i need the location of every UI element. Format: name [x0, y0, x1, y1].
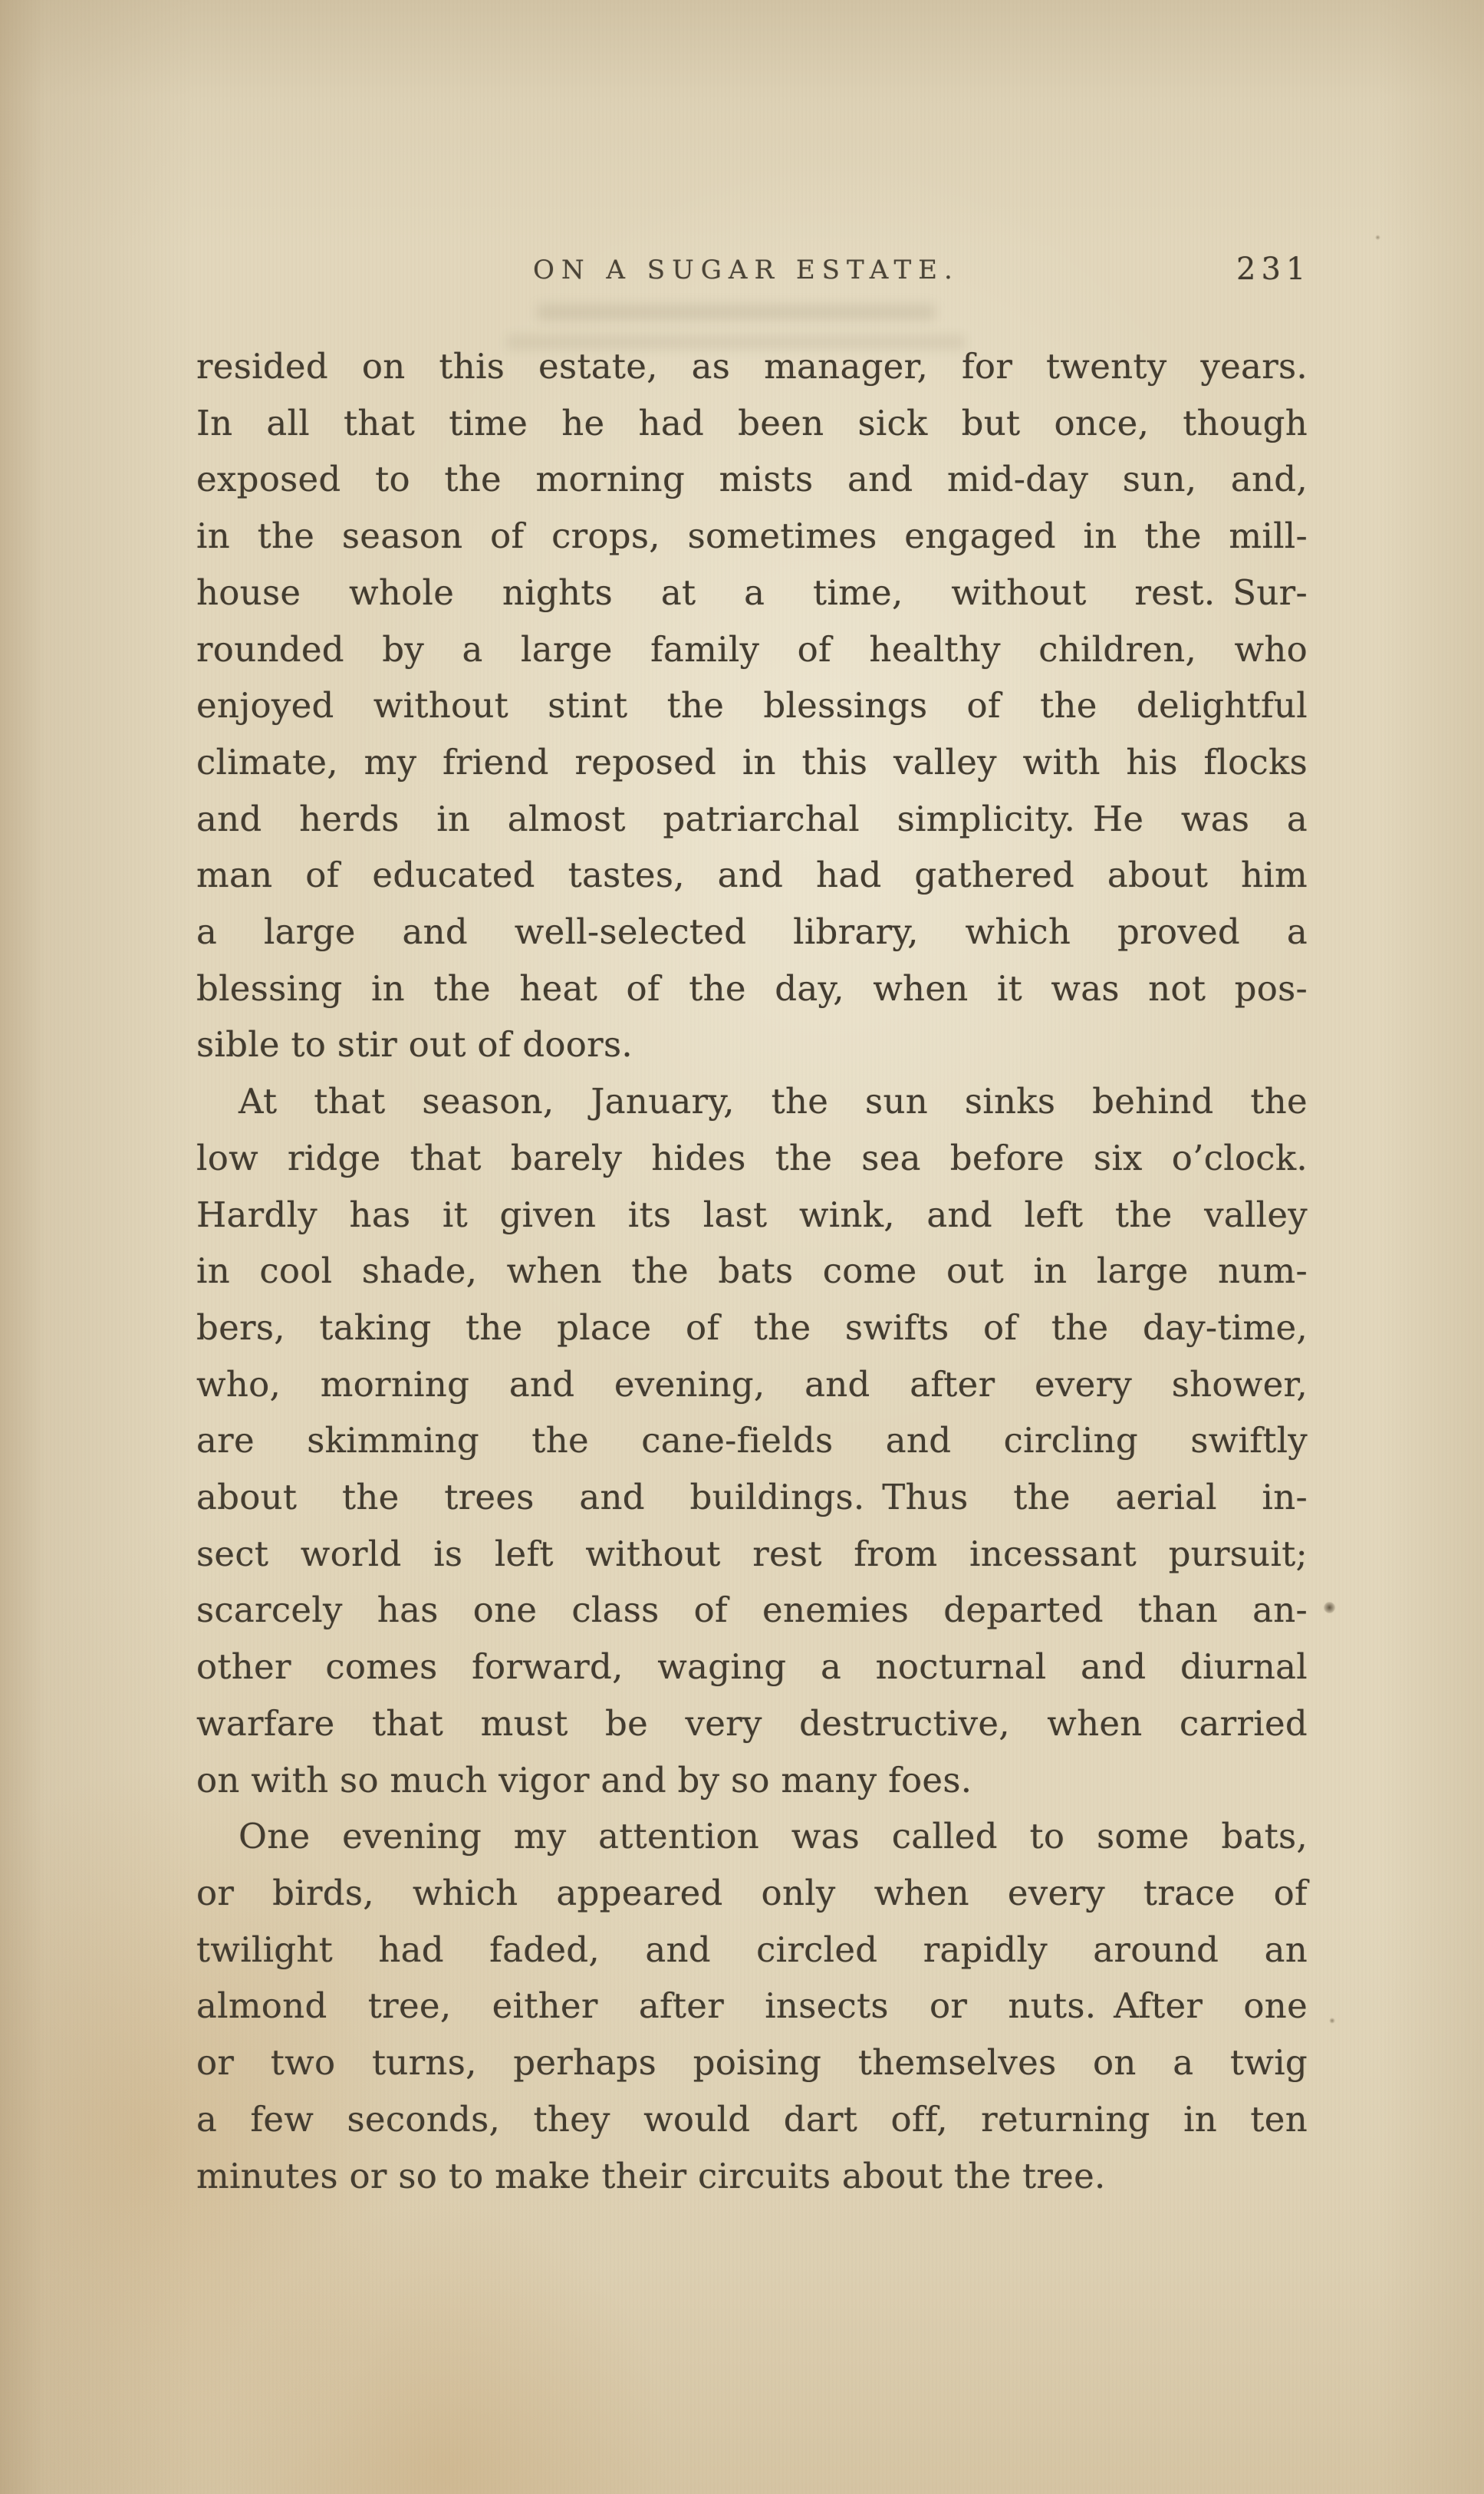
running-head: ON A SUGAR ESTATE. — [533, 255, 959, 285]
page-number: 231 — [1236, 252, 1311, 287]
paragraph — [196, 338, 1308, 1073]
text-line: Hardly has it given its last wink, and left the valley — [196, 1194, 1308, 1235]
text-line: on with so much vigor and by so many foes. — [196, 1759, 972, 1800]
text-line: resided on this estate, as manager, for twenty years. — [196, 346, 1308, 387]
text-line: about the trees and buildings. Thus the aerial in- — [196, 1477, 1308, 1518]
text-line: scarcely has one class of enemies departed than an- — [196, 1590, 1308, 1631]
ink-speck — [1329, 2018, 1335, 2024]
text-line: low ridge that barely hides the sea before six o’clock. — [196, 1137, 1308, 1178]
text-line: One evening my attention was called to some bats, — [239, 1816, 1308, 1857]
ink-speck — [1375, 235, 1380, 240]
text-line: and herds in almost patriarchal simplicity. He was a — [196, 798, 1308, 839]
text-line: who, morning and evening, and after every shower, — [196, 1363, 1308, 1405]
show-through-ghost — [537, 304, 936, 321]
text-line: other comes forward, waging a nocturnal and diurnal — [196, 1646, 1308, 1688]
text-line: sible to stir out of doors. — [196, 1024, 633, 1066]
text-line: in cool shade, when the bats come out in large num- — [196, 1250, 1308, 1292]
text-line: twilight had faded, and circled rapidly around an — [196, 1929, 1308, 1970]
text-line: bers, taking the place of the swifts of the day-time, — [196, 1306, 1308, 1348]
text-line: blessing in the heat of the day, when it was not pos- — [196, 967, 1308, 1009]
text-line: sect world is left without rest from incessant pursuit; — [196, 1533, 1308, 1574]
text-line: man of educated tastes, and had gathered about him — [196, 855, 1308, 896]
paragraph — [196, 1073, 1308, 1808]
text-line: At that season, January, the sun sinks behind the — [239, 1081, 1308, 1122]
ink-speck — [1321, 1600, 1337, 1615]
text-line: climate, my friend reposed in this valley with his flocks — [196, 741, 1308, 782]
text-line: warfare that must be very destructive, when carried — [196, 1702, 1308, 1744]
text-line: exposed to the morning mists and mid-day sun, and, — [196, 459, 1308, 500]
paragraph — [196, 1808, 1308, 2204]
text-line: a few seconds, they would dart off, returning in ten — [196, 2098, 1308, 2140]
text-line: a large and well-selected library, which proved a — [196, 911, 1308, 953]
text-block — [196, 338, 1308, 2204]
text-line: in the season of crops, sometimes engaged in the mill- — [196, 516, 1308, 557]
text-line: minutes or so to make their circuits about the tree. — [196, 2155, 1106, 2196]
text-line: are skimming the cane-fields and circling swiftly — [196, 1420, 1308, 1461]
text-line: almond tree, either after insects or nuts. After one — [196, 1985, 1308, 2027]
text-line: In all that time he had been sick but once, though — [196, 402, 1308, 443]
text-line: or two turns, perhaps poising themselves on a twig — [196, 2042, 1308, 2084]
text-line: house whole nights at a time, without rest. Sur- — [196, 572, 1308, 613]
text-line: rounded by a large family of healthy children, who — [196, 628, 1308, 670]
text-line: enjoyed without stint the blessings of the delightful — [196, 685, 1308, 726]
text-line: or birds, which appeared only when every trace of — [196, 1872, 1308, 1913]
